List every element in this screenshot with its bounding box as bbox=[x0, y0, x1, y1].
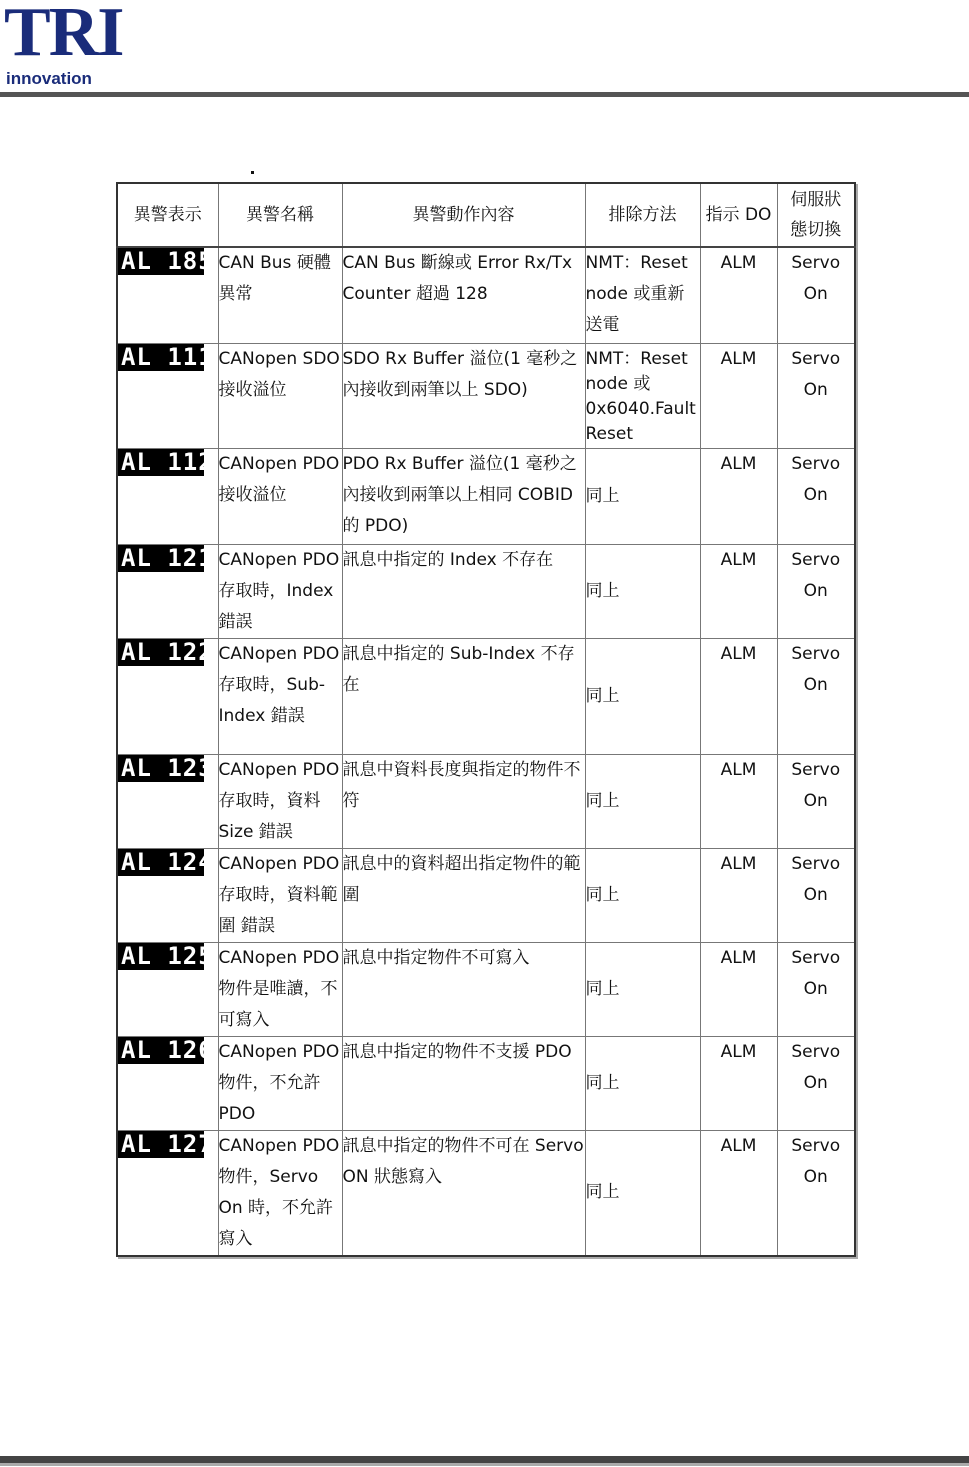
alarm-name: CANopen PDO 物件是唯讀，不可寫入 bbox=[218, 942, 342, 1036]
seven-segment-display: AL 122 bbox=[118, 639, 204, 666]
stray-dot bbox=[251, 171, 254, 174]
indicator-do: ALM bbox=[700, 448, 777, 544]
header-alarm-name: 異警名稱 bbox=[218, 183, 342, 247]
table-row bbox=[117, 343, 855, 448]
alarm-code-cell bbox=[117, 1130, 218, 1256]
fix-method: 同上 bbox=[585, 848, 700, 942]
alarm-code-cell bbox=[117, 848, 218, 942]
header-alarm-display: 異警表示 bbox=[117, 183, 218, 247]
servo-state: Servo On bbox=[777, 638, 855, 754]
alarm-code-cell bbox=[117, 343, 218, 448]
servo-state: Servo On bbox=[777, 1036, 855, 1130]
alarm-table bbox=[116, 182, 856, 1257]
footer-rule-shadow bbox=[0, 1463, 969, 1466]
fix-method: 同上 bbox=[585, 448, 700, 544]
alarm-action: CAN Bus 斷線或 Error Rx/Tx Counter 超過 128 bbox=[342, 247, 585, 343]
alarm-name: CANopen PDO 存取時，資料範圍 錯誤 bbox=[218, 848, 342, 942]
servo-state: Servo On bbox=[777, 343, 855, 448]
seven-segment-display: AL 125 bbox=[118, 943, 204, 970]
alarm-code-cell bbox=[117, 247, 218, 343]
servo-state: Servo On bbox=[777, 1130, 855, 1256]
servo-state: Servo On bbox=[777, 247, 855, 343]
fix-method: 同上 bbox=[585, 942, 700, 1036]
alarm-name: CANopen PDO 存取時，Sub-Index 錯誤 bbox=[218, 638, 342, 754]
alarm-action: 訊息中指定的 Index 不存在 bbox=[342, 544, 585, 638]
alarm-code-cell bbox=[117, 544, 218, 638]
fix-method: 同上 bbox=[585, 1130, 700, 1256]
alarm-name: CANopen PDO 存取時，Index 錯誤 bbox=[218, 544, 342, 638]
seven-segment-display: AL 121 bbox=[118, 545, 204, 572]
indicator-do: ALM bbox=[700, 754, 777, 848]
seven-segment-display: AL 123 bbox=[118, 755, 204, 782]
table-row bbox=[117, 848, 855, 942]
header-fix-method: 排除方法 bbox=[585, 183, 700, 247]
indicator-do: ALM bbox=[700, 848, 777, 942]
seven-segment-display: AL 185 bbox=[118, 248, 204, 275]
fix-method: 同上 bbox=[585, 544, 700, 638]
alarm-action: 訊息中指定物件不可寫入 bbox=[342, 942, 585, 1036]
servo-state: Servo On bbox=[777, 754, 855, 848]
table-header-row bbox=[117, 183, 855, 247]
indicator-do: ALM bbox=[700, 638, 777, 754]
table-row bbox=[117, 638, 855, 754]
seven-segment-display: AL 111 bbox=[118, 344, 204, 371]
alarm-action: 訊息中資料長度與指定的物件不符 bbox=[342, 754, 585, 848]
alarm-code-cell bbox=[117, 638, 218, 754]
logo-wordmark: TRI bbox=[4, 0, 123, 71]
servo-state: Servo On bbox=[777, 544, 855, 638]
alarm-name: CANopen PDO 存取時，資料 Size 錯誤 bbox=[218, 754, 342, 848]
company-logo bbox=[4, 0, 123, 88]
table-row bbox=[117, 942, 855, 1036]
alarm-name: CANopen PDO 接收溢位 bbox=[218, 448, 342, 544]
servo-state: Servo On bbox=[777, 848, 855, 942]
indicator-do: ALM bbox=[700, 1036, 777, 1130]
header-alarm-action: 異警動作內容 bbox=[342, 183, 585, 247]
alarm-name: CANopen SDO 接收溢位 bbox=[218, 343, 342, 448]
alarm-code-cell bbox=[117, 448, 218, 544]
table-row bbox=[117, 754, 855, 848]
alarm-action: PDO Rx Buffer 溢位(1 毫秒之內接收到兩筆以上相同 COBID 的 PDO) bbox=[342, 448, 585, 544]
header-rule bbox=[0, 92, 969, 97]
alarm-code-cell bbox=[117, 1036, 218, 1130]
footer-rule bbox=[0, 1456, 969, 1463]
indicator-do: ALM bbox=[700, 942, 777, 1036]
table-row bbox=[117, 1130, 855, 1256]
alarm-code-cell bbox=[117, 942, 218, 1036]
alarm-action: 訊息中的資料超出指定物件的範圍 bbox=[342, 848, 585, 942]
fix-method: 同上 bbox=[585, 638, 700, 754]
fix-method: 同上 bbox=[585, 754, 700, 848]
table-row bbox=[117, 544, 855, 638]
alarm-name: CANopen PDO 物件，Servo On 時，不允許寫入 bbox=[218, 1130, 342, 1256]
alarm-name: CAN Bus 硬體異常 bbox=[218, 247, 342, 343]
seven-segment-display: AL 124 bbox=[118, 849, 204, 876]
table-row bbox=[117, 247, 855, 343]
header-indicator-do: 指示 DO bbox=[700, 183, 777, 247]
servo-state: Servo On bbox=[777, 942, 855, 1036]
header-servo-state: 伺服狀態切換 bbox=[777, 183, 855, 247]
indicator-do: ALM bbox=[700, 343, 777, 448]
alarm-action: 訊息中指定的 Sub-Index 不存在 bbox=[342, 638, 585, 754]
indicator-do: ALM bbox=[700, 544, 777, 638]
alarm-action: 訊息中指定的物件不支援 PDO bbox=[342, 1036, 585, 1130]
alarm-name: CANopen PDO 物件，不允許 PDO bbox=[218, 1036, 342, 1130]
fix-method: NMT：Reset node 或 0x6040.Fault Reset bbox=[585, 343, 700, 448]
seven-segment-display: AL 126 bbox=[118, 1037, 204, 1064]
table-row bbox=[117, 448, 855, 544]
servo-state: Servo On bbox=[777, 448, 855, 544]
fix-method: 同上 bbox=[585, 1036, 700, 1130]
fix-method: NMT：Reset node 或重新送電 bbox=[585, 247, 700, 343]
alarm-action: 訊息中指定的物件不可在 Servo ON 狀態寫入 bbox=[342, 1130, 585, 1256]
indicator-do: ALM bbox=[700, 1130, 777, 1256]
table-row bbox=[117, 1036, 855, 1130]
indicator-do: ALM bbox=[700, 247, 777, 343]
alarm-action: SDO Rx Buffer 溢位(1 毫秒之內接收到兩筆以上 SDO) bbox=[342, 343, 585, 448]
alarm-code-cell bbox=[117, 754, 218, 848]
seven-segment-display: AL 127 bbox=[118, 1131, 204, 1158]
logo-tagline: innovation bbox=[6, 69, 92, 88]
seven-segment-display: AL 112 bbox=[118, 449, 204, 476]
